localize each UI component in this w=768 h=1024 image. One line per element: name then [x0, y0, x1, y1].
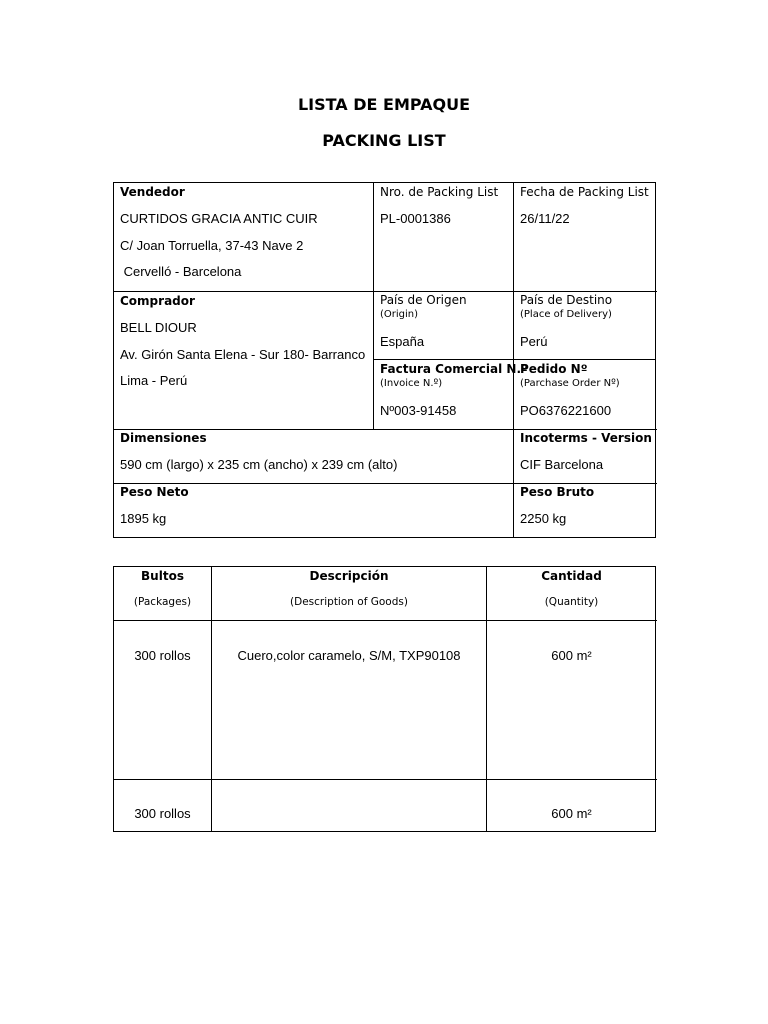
packing-list-number-label: Nro. de Packing List	[380, 185, 499, 199]
document-title-english: PACKING LIST	[322, 131, 446, 150]
column-header-description: Descripción	[309, 569, 389, 583]
document-title-spanish: LISTA DE EMPAQUE	[297, 95, 471, 114]
invoice-value: Nº003-91458	[380, 403, 457, 418]
destination-sublabel: (Place of Delivery)	[520, 309, 612, 320]
origin-label: País de Origen	[380, 293, 467, 307]
column-subheader-description: (Description of Goods)	[290, 596, 408, 608]
packing-list-date-value: 26/11/22	[520, 211, 570, 226]
row-2-quantity: 600 m²	[551, 806, 592, 821]
buyer-address-line2: Lima - Perú	[120, 373, 188, 388]
seller-address-line1: C/ Joan Torruella, 37-43 Nave 2	[120, 238, 304, 253]
header-info-table	[113, 182, 656, 538]
column-header-quantity: Cantidad	[541, 569, 602, 583]
row-1-description: Cuero,color caramelo, S/M, TXP90108	[237, 648, 461, 663]
column-subheader-quantity: (Quantity)	[544, 596, 599, 608]
gross-weight-label: Peso Bruto	[520, 485, 595, 499]
divider	[513, 183, 514, 538]
net-weight-label: Peso Neto	[120, 485, 189, 499]
row-1-quantity: 600 m²	[551, 648, 592, 663]
seller-label: Vendedor	[120, 185, 185, 199]
packing-list-date-label: Fecha de Packing List	[520, 185, 649, 199]
incoterms-value: CIF Barcelona	[520, 457, 604, 472]
invoice-label: Factura Comercial N.º	[380, 362, 528, 376]
buyer-label: Comprador	[120, 294, 195, 308]
seller-name: CURTIDOS GRACIA ANTIC CUIR	[120, 211, 318, 226]
destination-label: País de Destino	[520, 293, 613, 307]
column-header-packages: Bultos	[141, 569, 184, 583]
origin-value: España	[380, 334, 425, 349]
dimensions-value: 590 cm (largo) x 235 cm (ancho) x 239 cm (alto)	[120, 457, 398, 472]
divider	[373, 359, 656, 360]
divider	[114, 483, 657, 484]
row-1-packages: 300 rollos	[134, 648, 191, 663]
order-sublabel: (Parchase Order Nº)	[520, 378, 620, 389]
order-value: PO6376221600	[520, 403, 612, 418]
origin-sublabel: (Origin)	[380, 309, 419, 320]
column-subheader-packages: (Packages)	[133, 596, 192, 608]
gross-weight-value: 2250 kg	[520, 511, 567, 526]
buyer-address-line1: Av. Girón Santa Elena - Sur 180- Barranco	[120, 347, 366, 362]
divider	[114, 779, 657, 780]
packing-list-number-value: PL-0001386	[380, 211, 451, 226]
net-weight-value: 1895 kg	[120, 511, 167, 526]
buyer-name: BELL DIOUR	[120, 320, 197, 335]
divider	[114, 620, 657, 621]
seller-address-line2: Cervelló - Barcelona	[120, 264, 242, 279]
items-table	[113, 566, 656, 832]
incoterms-label: Incoterms - Version	[520, 431, 652, 445]
dimensions-label: Dimensiones	[120, 431, 207, 445]
divider	[114, 291, 657, 292]
order-label: Pedido Nº	[520, 362, 588, 376]
destination-value: Perú	[520, 334, 548, 349]
invoice-sublabel: (Invoice N.º)	[380, 378, 443, 389]
divider	[373, 183, 374, 429]
divider	[114, 429, 657, 430]
row-2-packages: 300 rollos	[134, 806, 191, 821]
